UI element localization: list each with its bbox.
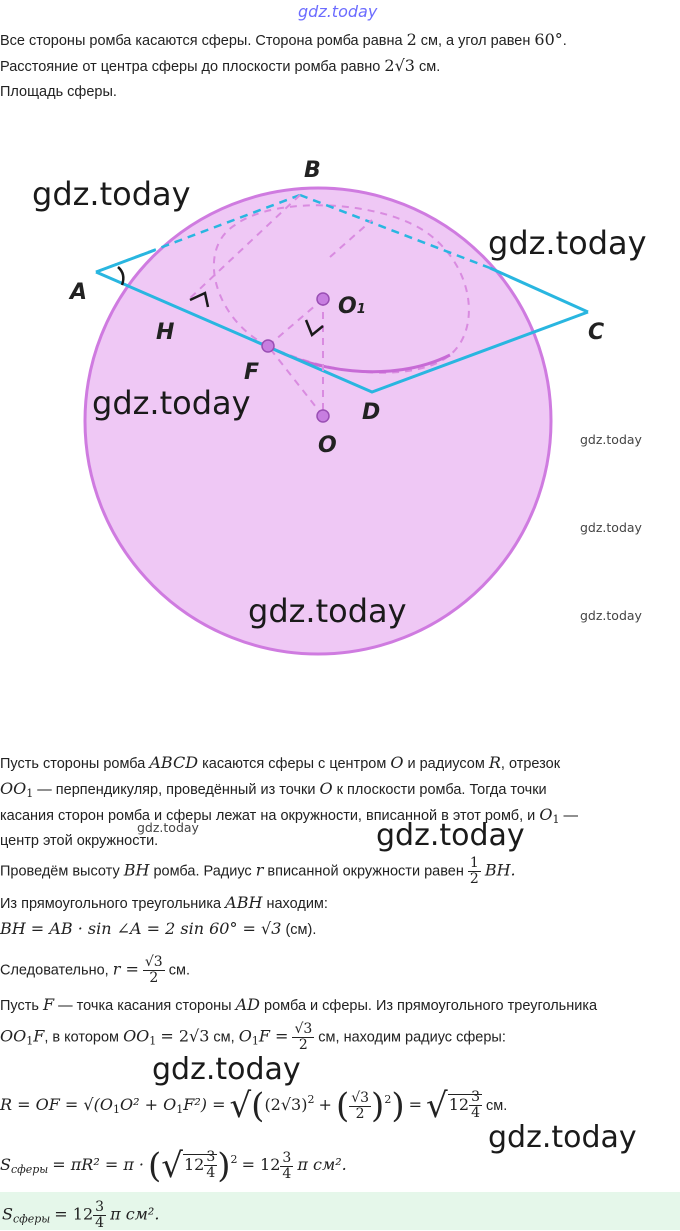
label-o1: O1 bbox=[338, 294, 366, 319]
problem-line-1: Все стороны ромба касаются сферы. Сторона ромба равна 2 см, а угол равен 60°. bbox=[0, 30, 567, 49]
point-f bbox=[262, 340, 274, 352]
watermark: gdz.today bbox=[137, 820, 199, 835]
solution-line-2: $OO_1$ — перпендикуляр, проведённый из точки O к плоскости ромба. Тогда точки bbox=[0, 779, 547, 800]
watermark: gdz.today bbox=[580, 520, 642, 535]
watermark: gdz.today bbox=[580, 432, 642, 447]
watermark-top: gdz.today bbox=[298, 2, 378, 21]
solution-line-10: $OO_1F$, в котором $OO_1 = 2√3$ см, $O_1F$ = $\frac{√3}{2}$ см, находим радиус сферы: bbox=[0, 1021, 506, 1053]
solution-line-6: Из прямоугольного треугольника ABH находим: bbox=[0, 893, 328, 912]
solution-line-1: Пусть стороны ромба ABCD касаются сферы с центром O и радиусом R, отрезок bbox=[0, 753, 561, 772]
angle-value: 60 bbox=[534, 30, 555, 49]
label-c: C bbox=[588, 320, 605, 345]
watermark: gdz.today bbox=[488, 1120, 637, 1155]
label-o: O bbox=[318, 433, 337, 458]
solution-line-4: центр этой окружности. bbox=[0, 833, 159, 849]
solution-line-9: Пусть F — точка касания стороны AD ромба и сферы. Из прямоугольного треугольника bbox=[0, 995, 598, 1014]
solution-line-3: касания сторон ромба и сферы лежат на окружности, вписанной в этот ромб, и $O_1$ — bbox=[0, 805, 578, 826]
solution-line-5: Проведём высоту BH ромба. Радиус r вписанной окружности равен $\frac{1}{2}$ BH. bbox=[0, 855, 516, 887]
side-value: 2 bbox=[406, 30, 417, 49]
label-h: H bbox=[156, 320, 175, 345]
watermark: gdz.today bbox=[152, 1052, 301, 1087]
point-o bbox=[317, 410, 329, 422]
solution-line-8: Следовательно, r = $\frac{√3}{2}$ см. bbox=[0, 954, 190, 986]
problem-line-3: Площадь сферы. bbox=[0, 84, 117, 100]
label-f: F bbox=[244, 360, 260, 385]
problem-text: Расстояние от центра сферы до плоскости ромба равно bbox=[0, 59, 381, 75]
watermark: gdz.today bbox=[580, 608, 642, 623]
solution-line-12: $S_{сферы} = \pi R^2 = \pi \cdot (√12$ $\frac{3}{4}$ )$^2$ = 12 $\frac{3}{4}$ π см². bbox=[0, 1146, 347, 1187]
label-b: B bbox=[304, 158, 321, 183]
label-d: D bbox=[362, 400, 381, 425]
solution-line-7: BH = AB · sin ∠A = 2 sin 60° = √3 (см). bbox=[0, 919, 317, 938]
problem-text: см, а угол равен bbox=[420, 33, 531, 49]
answer-line: $S_{сферы} = 12$ $\frac{3}{4}$ π см². bbox=[2, 1199, 160, 1231]
watermark: gdz.today bbox=[32, 175, 191, 213]
solution-line-11: R = OF = $√(O_1O^2 + O_1F^2) = √((2√3)^2$ + ( $\frac{√3}{2}$ )$^2$) = √12 $\frac{3}{4}$ см. bbox=[0, 1086, 508, 1127]
point-o1 bbox=[317, 293, 329, 305]
watermark: gdz.today bbox=[376, 818, 525, 853]
label-a: A bbox=[70, 280, 88, 305]
watermark: gdz.today bbox=[488, 224, 647, 262]
problem-line-2 bbox=[0, 56, 440, 77]
watermark: gdz.today bbox=[92, 384, 251, 422]
distance-value: 2√3 bbox=[384, 56, 415, 75]
problem-text: Все стороны ромба касаются сферы. Сторона ромба равна bbox=[0, 33, 403, 49]
problem-text: см. bbox=[419, 59, 441, 75]
watermark: gdz.today bbox=[248, 592, 407, 630]
